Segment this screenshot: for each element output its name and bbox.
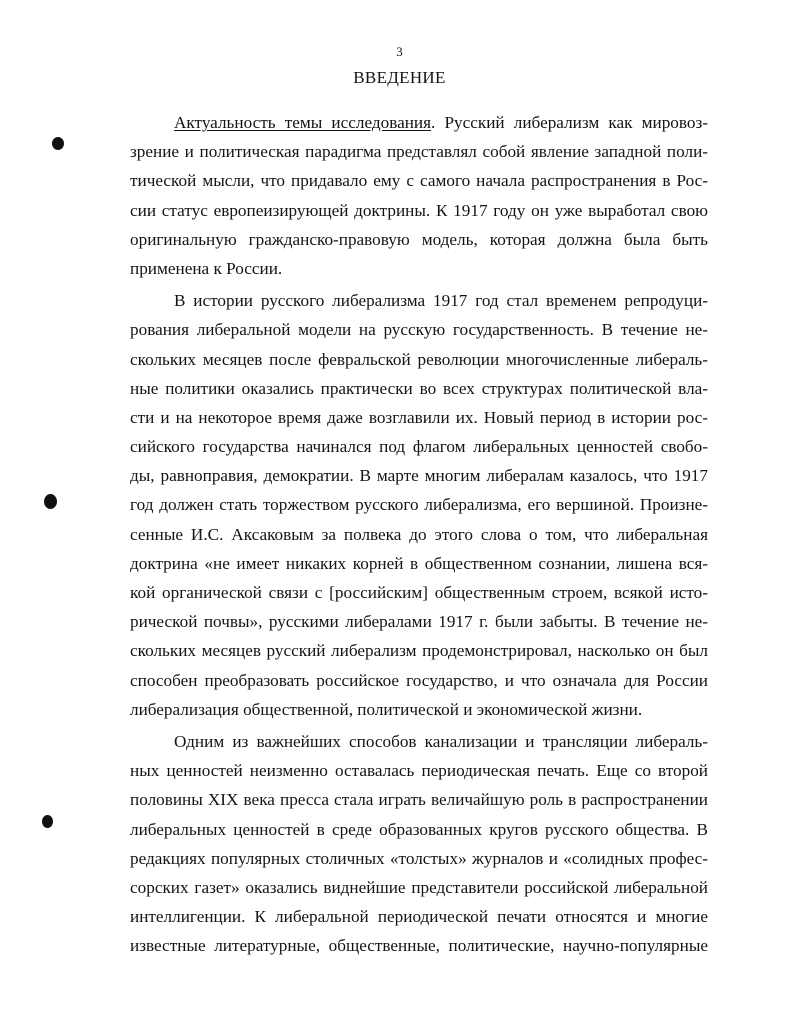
- body-text: [130, 108, 708, 960]
- text-line: сенные И.С. Аксаковым за полвека до этого слова о том, что либеральная: [130, 524, 708, 544]
- text-line: доктрина «не имеет никаких корней в общественном сознании, лишена вся-: [130, 553, 708, 573]
- text-line: Одним из важнейших способов канализации и трансляции либераль-: [174, 731, 708, 751]
- punch-hole-mark: [52, 137, 64, 150]
- text-line: оригинальную гражданско-правовую модель, которая должна была быть: [130, 229, 708, 249]
- text-line: известные литературные, общественные, политические, научно-популярные: [130, 936, 708, 956]
- paragraph-lead: Актуальность темы исследования: [174, 113, 432, 132]
- section-heading: ВВЕДЕНИЕ: [353, 68, 446, 87]
- text-line: скольких месяцев после февральской революции многочисленные либераль-: [130, 349, 708, 369]
- punch-hole-mark: [44, 494, 57, 509]
- text-line: сии статус европеизирующей доктрины. К 1917 году он уже выработал свою: [130, 200, 708, 220]
- text-line: ные политики оказались практически во всех структурах политической вла-: [130, 378, 708, 398]
- text-line: [130, 108, 708, 137]
- text-line: скольких месяцев русский либерализм продемонстрировал, насколько он был: [130, 641, 708, 661]
- text-line-rest: . Русский либерализм как мировоз-: [431, 113, 708, 132]
- text-line: половины XIX века пресса стала играть величайшую роль в распространении: [130, 790, 708, 810]
- text-line: зрение и политическая парадигма представлял собой явление западной поли-: [130, 142, 708, 162]
- text-line: сийского государства начинался под флагом либеральных ценностей свобо-: [130, 437, 708, 457]
- text-line: В истории русского либерализма 1917 год стал временем репродуци-: [174, 291, 708, 311]
- text-line: ды, равноправия, демократии. В марте многим либералам казалось, что 1917: [130, 466, 708, 486]
- text-line: год должен стать торжеством русского либерализма, его вершиной. Произне-: [130, 495, 708, 515]
- paragraph: [130, 108, 708, 283]
- text-line: либеральных ценностей в среде образованных кругов русского общества. В: [130, 819, 708, 839]
- text-line: сорских газет» оказались виднейшие представители российской либеральной: [130, 877, 708, 897]
- paragraph: [130, 286, 708, 724]
- text-line: ных ценностей неизменно оставалась периодическая печать. Еще со второй: [130, 761, 708, 781]
- text-line: рования либеральной модели на русскую государственность. В течение не-: [130, 320, 708, 340]
- page-number: 3: [396, 44, 403, 59]
- text-line: тической мысли, что придавало ему с самого начала распространения в Рос-: [130, 171, 708, 191]
- text-line: интеллигенции. К либеральной периодической печати относятся и многие: [130, 907, 708, 927]
- text-line: либерализация общественной, политической и экономической жизни.: [130, 699, 643, 719]
- text-line: рической почвы», русскими либералами 1917 г. были забыты. В течение не-: [130, 612, 708, 632]
- punch-hole-mark: [42, 815, 53, 828]
- text-line: кой органической связи с [российским] общественным строем, всякой исто-: [130, 583, 708, 602]
- text-line: способен преобразовать российское государство, и что означала для России: [130, 670, 708, 690]
- text-line: применена к России.: [130, 258, 283, 278]
- text-line: редакциях популярных столичных «толстых» журналов и «солидных профес-: [130, 848, 708, 868]
- text-line: сти и на некоторое время даже возглавили их. Новый период в истории рос-: [130, 407, 708, 427]
- paragraph: [130, 727, 708, 961]
